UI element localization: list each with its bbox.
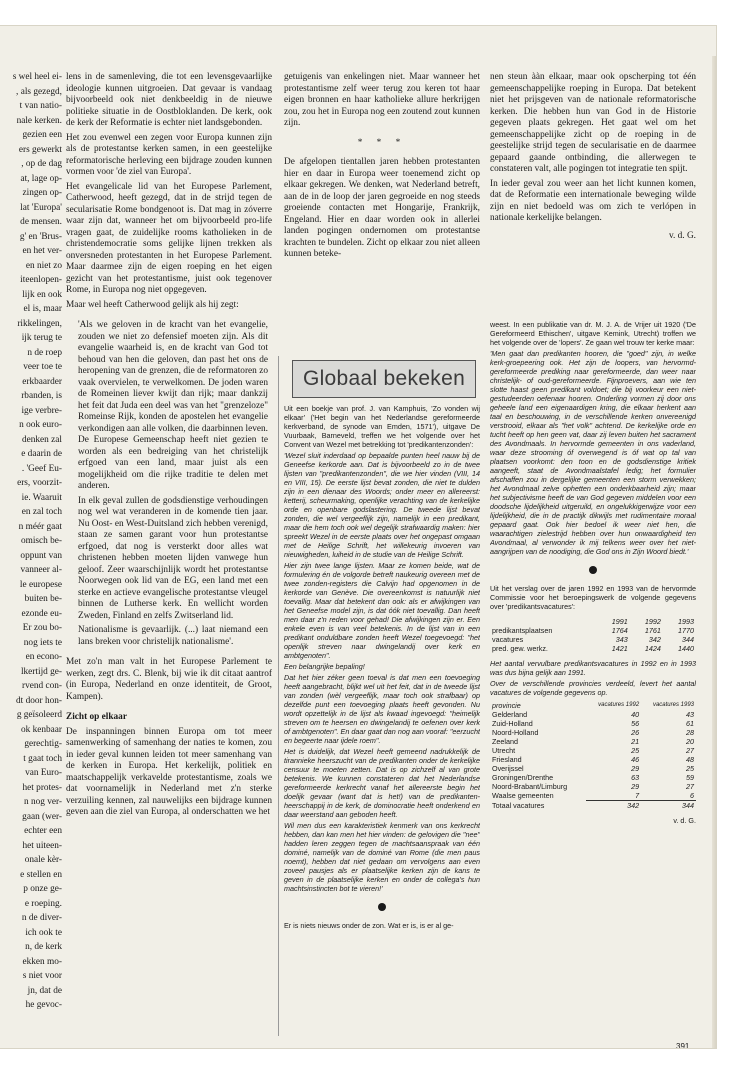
- province-name: Noord-Brabant/Limburg: [492, 782, 568, 791]
- province-name: Friesland: [492, 755, 522, 764]
- fragment-line: at, lage op-: [20, 173, 62, 184]
- fragment-line: , op de dag: [21, 159, 62, 169]
- province-table: [490, 701, 696, 810]
- year-header: 1991: [611, 617, 628, 626]
- paragraph: Een belangrijke bepaling!: [284, 662, 365, 671]
- cell-value: 40: [631, 710, 640, 719]
- row-label: vacatures: [492, 635, 524, 644]
- fragment-line: de mensen.: [20, 217, 62, 227]
- fragment-line: gaan (wer-: [22, 811, 62, 822]
- cell-value: 6: [690, 791, 694, 800]
- fragment-line: el is, maar: [23, 304, 62, 314]
- fragment-line: n nog ver-: [23, 797, 62, 807]
- fragment-line: rvend con-: [21, 681, 62, 691]
- cell-value: 342: [648, 635, 661, 644]
- fragment-line: ige verbre-: [21, 405, 62, 416]
- cell-value: 344: [682, 635, 694, 644]
- province-name: Noord-Holland: [492, 728, 539, 737]
- total-1992: 342: [627, 801, 640, 810]
- fragment-line: Er zou bo-: [22, 623, 62, 633]
- fragment-line: lijk en ook: [22, 289, 62, 300]
- fragment-line: ers gewerkt: [18, 144, 62, 155]
- fragment-line: rbanden, is: [21, 391, 62, 401]
- bullet-dot: [589, 566, 597, 574]
- fragment-line: het uiteen-: [22, 840, 62, 851]
- paragraph: getuigenis van enkelingen niet. Maar wanneer het protestantisme zelf weer terug zou keren tot haar eigen bronnen en haar katholieke allure herkrijgen zou, zou het in Europa nog een zoutend zout kunnen zijn.: [284, 72, 480, 128]
- table-row: [490, 719, 696, 728]
- box-title-text: Globaal bekeken: [302, 367, 466, 390]
- cell-value: 1770: [678, 626, 694, 635]
- cell-value: 63: [631, 773, 640, 782]
- fragment-line: g' en 'Brus-: [19, 231, 62, 242]
- fragment-line: gezien een: [22, 130, 62, 140]
- paragraph: Het aantal vervulbare predikantsvacatures in 1992 en in 1993 was dus bijna gelijk aan 1991.: [490, 659, 696, 677]
- table-row: [490, 635, 696, 644]
- fragment-line: t van natio-: [19, 101, 62, 111]
- fragment-line: lat 'Europa': [20, 202, 62, 213]
- cell-value: 1761: [644, 626, 661, 635]
- quote-paragraph: In elk geval zullen de godsdienstige verhoudingen nog wel wat veranderen in de komende tien jaar. Nu Oost- en West-Duitsland zich hebben verenigd, staan ze samen garant voor hun protestantse erfgoed, dat nog is versterkt door alles wat christenen hebben moeten lijden vanwege hun geloof. Zeer waarschijnlijk wordt het protestantse Noorwegen ook lid van de EG, een land met een sterke en actieve evangelische protestantse vleugel binnen de Lutherse kerk. En wellicht worden Zweden, Finland en zelfs Zwitserland lid.: [78, 495, 268, 621]
- paragraph: nen steun ààn elkaar, maar ook opscherping tot één gemeenschappelijke roeping in Europa. Dat betekent niet het prijsgeven van de nationale reformatorische kerken. Die hebben hun van God in de Historie gegeven plaats gekregen. Het gaat wel om het gemeenschappelijke zicht op de roeping in de geestelijke strijd tegen de secularisatie en de daarmee gepaard gaande ontbinding, die allerwegen te constateren valt, alle pogingen tot integratie ten spijt.: [490, 72, 696, 174]
- fragment-line: vanneer al-: [20, 565, 62, 575]
- cell-value: 21: [631, 737, 640, 746]
- fragment-line: en niet zo: [25, 260, 62, 271]
- fragment-line: rikkelingen,: [17, 318, 62, 329]
- fragment-line: n de diver-: [21, 913, 62, 923]
- fragment-line: g geïsoleerd: [16, 710, 62, 720]
- fragment-line: n ook euro-: [19, 420, 62, 430]
- fragment-line: e stellen en: [20, 869, 62, 880]
- page-number: 391: [676, 1042, 690, 1048]
- cell-value: 29: [631, 764, 640, 773]
- cell-value: 56: [631, 719, 640, 728]
- fragment-line: le europese: [19, 579, 62, 590]
- fragment-line: echter een: [24, 826, 62, 836]
- paragraph: Uit het verslag over de jaren 1992 en 1993 van de hervormde Commissie voor het beroepingswerk de volgende gegevens over 'predikantsvacatures':: [490, 584, 696, 611]
- paragraph: Er is niets nieuws onder de zon. Wat er is, is er al ge-: [284, 921, 454, 930]
- province-name: Zuid-Holland: [492, 719, 533, 728]
- paragraph: lens in de samenleving, die tot een levensgevaarlijke ideologie kunnen uitgroeien. Dat gevaar is vandaag bijvoorbeeld ook niet denkbeeldig in de nieuwe politieke situatie in de Oostbloklanden. De kerk, ook de kerk der Reformatie is echter niet landsgebonden.: [66, 72, 272, 128]
- cell-value: 27: [686, 782, 694, 791]
- paragraph: Het is duidelijk, dat Wezel heeft gemeend nadrukkelijk de tirannieke heerszucht van de predikanten onder de kerkelijke censuur te moeten zetten. Dat is op zichzelf al van grote betekenis. We kunnen constateren dat het Nederlandse gereformeerde kerkrecht vanaf het allereerste begin het doelijk gevaar (want dat is het!) van de predikanten-heerschappij in de kerk, de dominocratie heeft onderkend en daar weerstand aan geboden heeft.: [284, 747, 480, 819]
- vacatures-summary-table: [490, 617, 696, 653]
- fragment-line: ie. Waaruit: [21, 492, 62, 503]
- fragment-line: ers, voorzit-: [17, 478, 62, 488]
- year-header: 1992: [644, 617, 661, 626]
- box-title: [292, 360, 476, 398]
- fragment-line: s niet voor: [22, 971, 62, 981]
- fragment-line: e roeping.: [24, 898, 62, 909]
- fragment-line: van Euro-: [25, 768, 62, 778]
- paragraph: Hier zijn twee lange lijsten. Maar ze komen beide, wat de formulering én de volgorde betreft naukeurig overeen met de twee zonden-registers die Calvijn had opgenomen in de kerkorde van Genève. Die overeenkomst is natuurlijk niet toevallig. Maar dat betekent dan ook: als er afwijkingen van het Geneefse model zijn, is dat óók niet toevallig. Dan heeft men daar z'n reden voor gehad! Die afwijkingen zijn er. Een enkele even is van veel betekenis. In de lijst van in een predikant onduldbare zonden heeft Wezel toegevoegd: "het openlijk streven naar dwingelandij over kerk en ambtgenoten".: [284, 561, 480, 660]
- fragment-line: en econo-: [25, 652, 62, 662]
- province-name: Waalse gemeenten: [492, 791, 554, 801]
- fragment-line: onale kèr-: [24, 855, 62, 865]
- fragment-line: zingen op-: [22, 188, 62, 198]
- fragment-line: n de roep: [27, 347, 62, 358]
- paragraph: Uit een boekje van prof. J. van Kamphuis, 'Zo vonden wij elkaar' ('Het begin van het Nederlandse gereformeerde kerkverband, de synode van Emden, 1571'), uitgave De Vuurbaak, Barneveld, treffen we het volgende over het Convent van Wezel met betrekking tot 'predikantenzonden':: [284, 404, 480, 449]
- signature: v. d. G.: [668, 230, 696, 241]
- table-row: [490, 773, 696, 782]
- box-right-column: [490, 320, 696, 1040]
- paragraph: Het evangelicale lid van het Europese Parlement, Catherwood, heeft gezegd, dat in de strijd tegen de secularisatie Rome bondgenoot is. Dat mag in zóverre waar zijn dat, wanneer het om bijvoorbeeld pro-life vragen gaat, de zuidelijke rooms katholieken in de christendemocratie soms gelijke lijnen trekken als onversneden protestanten in het Europese Parlement. Maar daarmee zijn de eigen roeping en het eigen gezicht van het protestantisme, juist ook tegenover Rome, in Europa nog niet opgegeven.: [66, 181, 272, 295]
- page-edge: [712, 56, 716, 1048]
- fragment-line: en het ver-: [22, 246, 62, 256]
- fragment-line: he gevoc-: [25, 1000, 62, 1010]
- fragment-line: dt door hon-: [16, 695, 62, 706]
- fragment-line: s wel heel ei-: [12, 72, 62, 82]
- column-header: vacatures 1992: [598, 702, 640, 708]
- paragraph: De afgelopen tientallen jaren hebben protestanten hier en daar in Europa weer toenemend zicht op elkaar gekregen. We denken, wat Nederland betreft, aan de in de loop der jaren gegroeide en nog steeds groeiende contacten met Hongarije, Frankrijk, Engeland. Hier en daar worden ook in allerlei landen pogingen ondernomen om protestantse krachten te bundelen. Zicht op elkaar zou niet alleen kunnen beteke-: [284, 157, 480, 259]
- cell-value: 20: [686, 737, 694, 746]
- cell-value: 1421: [611, 644, 628, 653]
- cell-value: 343: [615, 635, 628, 644]
- table-row: [490, 644, 696, 653]
- table-row: [490, 728, 696, 737]
- fragment-line: denken zal: [21, 434, 62, 445]
- paragraph: De inspanningen binnen Europa om tot meer samenwerking of samenhang der naties te komen, zou in ieder geval kunnen leiden tot meer samenhang van de kerken in Europa. Het kerkelijk, politiek en maatschappelijk verkavelde protestantisme, zoals we dat voornamelijk in Nederland met z'n sterke verzuiling kennen, zal nauwelijks een bijdrage kunnen geven aan die ziel van Europa, al onderschatten we het: [66, 726, 272, 817]
- paragraph: Maar wel heeft Catherwood gelijk als hij zegt:: [66, 299, 239, 310]
- table-row: [490, 737, 696, 746]
- table-row: [490, 791, 696, 801]
- table-row: [490, 764, 696, 773]
- fragment-line: e daarin de: [21, 449, 62, 459]
- fragment-line: p onze ge-: [23, 884, 62, 894]
- fragment-line: ich ook te: [25, 927, 62, 938]
- fragment-line: gerechtig-: [24, 739, 62, 749]
- cell-value: 1424: [644, 644, 661, 653]
- total-label: Totaal vacatures: [492, 801, 545, 810]
- table-row: [490, 755, 696, 764]
- paragraph: 'Wezel sluit inderdaad op bepaalde punten heel nauw bij de Geneefse kerkorde aan. Dat is bijvoorbeeld zo in de twee lijsten van "predikantenzonden", die we hier vinden (VIII, 14 en VIII, 15). De eerste lijst bevat zonden, die niet te dulden zijn in een dienaar des Woords; onder meer en allereerst: ketterij, scheurmaking, openlijke verachting van de kerkelijke orde en openbare godslastering. De tweede lijst bevat zonden, die wel vergeeflijk zijn, namelijk in een predikant, maar die hem toch ook wel degelijk strafwaardig maken: hier spreekt Wezel in de eerste plaats over het ongepast omgaan met de Heilige Schrift, het willekeurig invoeren van nieuwigheden, luiheid in de studie van de Heilige Schrift.: [284, 451, 480, 559]
- fragment-line: iteenlopen-: [20, 275, 62, 285]
- year-header: 1993: [678, 617, 694, 626]
- cell-value: 27: [686, 746, 694, 755]
- province-name: Overijssel: [492, 764, 524, 773]
- province-name: Utrecht: [492, 746, 516, 755]
- cell-value: 59: [686, 773, 694, 782]
- fragment-column: [0, 72, 62, 1032]
- province-name: Gelderland: [492, 710, 528, 719]
- signature: v. d. G.: [673, 816, 696, 825]
- bullet-dot: [378, 903, 386, 911]
- row-label: predikantsplaatsen: [492, 626, 553, 635]
- fragment-line: , als gezegd,: [16, 86, 62, 97]
- cell-value: 7: [635, 791, 640, 800]
- cell-value: 1764: [611, 626, 628, 635]
- paragraph: Het zou evenwel een zegen voor Europa kunnen zijn als de protestantse kerken samen, in een geestelijke reformatorische herleving een bijdrage zouden kunnen vormen voor 'de ziel van Europa'.: [66, 132, 272, 177]
- table-row: [490, 746, 696, 755]
- box-rule: [278, 356, 279, 1036]
- column-3: [284, 72, 480, 312]
- fragment-line: n méér gaat: [18, 521, 62, 532]
- fragment-line: omisch be-: [20, 536, 62, 546]
- table-row: [490, 710, 696, 719]
- cell-value: 43: [686, 710, 694, 719]
- magazine-page: [0, 26, 716, 1048]
- fragment-line: nale kerken.: [16, 115, 62, 126]
- cell-value: 26: [631, 728, 640, 737]
- paragraph: Over de verschillende provincies verdeeld, levert het aantal vacatures de volgende gegevens op.: [490, 679, 696, 697]
- fragment-line: oppunt van: [20, 550, 62, 561]
- section-divider: * * *: [357, 137, 407, 148]
- paragraph: Wil men dus een karakteristiek kenmerk van ons kerkrecht hebben, dan kan men het hier vinden: de gelovigen die "nee" hadden leren zeggen tegen de machtsaanspraak van één dominé, namelijk van de dominé van Rome (die men paus noemt), hebben dat niet gedaan om vervolgens aan even zoveel pausjes als er plaatselijke kerken zijn de kans te geven in de plaatselijke kerken en onder de collega's hun machtsinstincten bot te vieren!': [284, 821, 480, 893]
- column-2: [66, 72, 272, 1032]
- fragment-line: buiten be-: [24, 594, 62, 604]
- quote-paragraph: 'Als we geloven in de kracht van het evangelie, zouden we niet zo defensief moeten zijn. Als dit evangelie waarheid is, en de kracht van God tot behoud van hen die geloven, dan past het ons de heropening van de grenzen, die de reformatoren zo vaak overvielen, te verwelkomen. De joden waren de Romeinen liever kwijt dan rijk; maar dankzij het feit dat Juda een deel was van het "grenzeloze" Romeinse Rijk, konden de apostelen het evangelie verkondigen aan alle volken, die daarbinnen leven. De Europese Gemeenschap heeft niet gezien te worden als een bedreiging van het christelijk erfgoed van een land, maar juist als een mogelijkheid om die rijke traditie te delen met anderen.: [78, 320, 268, 491]
- cell-value: 46: [631, 755, 640, 764]
- fragment-line: erkbaarder: [22, 376, 62, 387]
- province-name: Zeeland: [492, 737, 518, 746]
- cell-value: 1440: [678, 644, 694, 653]
- fragment-line: ijk terug te: [21, 333, 62, 343]
- fragment-line: lkertijd ge-: [20, 666, 62, 677]
- box-left-column: [284, 404, 480, 1038]
- quote-paragraph: 'Men gaat dan predikanten hooren, die "goed" zijn, in welke kerk-groepeering ook. Het zijn de loopers, van hervormd-gereformeerde prediking naar gereformeerde, dan weer naar christelijk- of oud-gereformeerde. Fijnproevers, aan wie ten slotte haast geen predikant voldoet; die bij voorkeur een niet-gestudeerden oefenaar hooren. Onderling vormen zij door ons geheele land een eigenaardigen kring, die elkaar herkent aan taal en beschouwing, in de verschillende kerken onvereenigd verstrooid, elkaar als "het volk" achtend. De kerkelijke orde en tucht heeft op hen geen vat, daar zij leven buiten het sacrament des Avondmaals. In hervormde gemeenten in ons vaderland, waar deze strooming óf overwegend is óf wat op tal van plaatsen voorkomt: den toon en de godsdienstige kritiek aangeeft, staat de Avondmaalstafel ledig; het formulier afschaffen zou in dergelijke gemeenten een storm verwekken; het Avondmaal zelve ophetten een onderkbaarheid zijn; maar het subjectivisme heeft de van God gegeven middelen voor een doodsche lijdelijkheid uitgeruild, en ongelukkigerwijze voor een lijdelijkheid, die in de practijk dikwijls met rudimentaire moraal gepaard gaat. Ook hier bedoel ik weer niet hen, die waarachtigen zielestrijd hebben over hun onwaardigheid ten Avondmaal, al verwonder ik mij telkens weer over het niet-aangrijpen van de noodiging, die God ons in Zijn Woord biedt.': [490, 349, 696, 556]
- row-label: pred. gew. werkz.: [492, 644, 548, 653]
- fragment-line: veer toe te: [23, 362, 62, 372]
- cell-value: 28: [686, 728, 694, 737]
- fragment-line: het protes-: [22, 782, 62, 793]
- paragraph: In ieder geval zou weer aan het licht kunnen komen, dat de Reformatie een internationale beweging wilde zijn en niet bedoeld was om zich te verlópen in nationale kerkelijke belangen.: [490, 178, 696, 223]
- total-1993: 344: [682, 801, 694, 810]
- subheading: Zicht op elkaar: [66, 712, 127, 722]
- paragraph: Dat het hier zéker geen toeval is dat men een toevoeging heeft aangebracht, blijkt wel uit het feit, dat in de tweede lijst van zonden (wèl vergeeflijk, maar toch ook strafbaar) op dezelfde punt een toevoeging plaats heeft gevonden. Nu wordt opzettelijk in de lijst als kwaad ingevoegd: "heimelijk streven om te heersen en dwingelandij te oefenen over kerk of ambtgenoten". En daar gaat dan nog aan vooraf: "eerzucht en begeerte naar ijdele roem".: [284, 673, 480, 745]
- column-header: vacatures 1993: [652, 702, 694, 708]
- cell-value: 25: [631, 746, 640, 755]
- province-name: Groningen/Drenthe: [492, 773, 554, 782]
- fragment-line: nog iets te: [23, 637, 62, 648]
- table-row: [490, 626, 696, 635]
- fragment-line: . 'Geef Eu-: [21, 463, 62, 474]
- cell-value: 29: [631, 782, 640, 791]
- column-4: [490, 72, 696, 332]
- paragraph: Met zo'n man valt in het Europese Parlement te werken, zegt drs. C. Blenk, bij wie ik dit citaat aantrof (in Europa, Nederland en onze identiteit, de Groot, Kampen).: [66, 657, 272, 702]
- fragment-line: n, de kerk: [25, 942, 62, 952]
- column-header: provincie: [492, 701, 521, 710]
- cell-value: 25: [686, 764, 694, 773]
- fragment-line: t gaat toch: [23, 753, 62, 764]
- table-row: [490, 782, 696, 791]
- cell-value: 48: [686, 755, 694, 764]
- paragraph: weest. In een publikatie van dr. M. J. A. de Vrijer uit 1920 ('De Gereformeerd Ethischen', uitgave Kemink, Utrecht) troffen we het volgende over de 'lopers'. Ze gaan wel trouw ter kerke maar:: [490, 320, 696, 347]
- fragment-line: ezonde eu-: [21, 608, 62, 619]
- quote-paragraph: Nationalisme is gevaarlijk. (...) laat niemand een lans breken voor christelijk nationalisme'.: [78, 625, 268, 647]
- fragment-line: jn, dat de: [27, 985, 62, 996]
- fragment-line: en zal toch: [21, 507, 62, 517]
- fragment-line: ok kenbaar: [20, 724, 62, 735]
- cell-value: 61: [686, 719, 694, 728]
- fragment-line: ekken mo-: [22, 956, 62, 967]
